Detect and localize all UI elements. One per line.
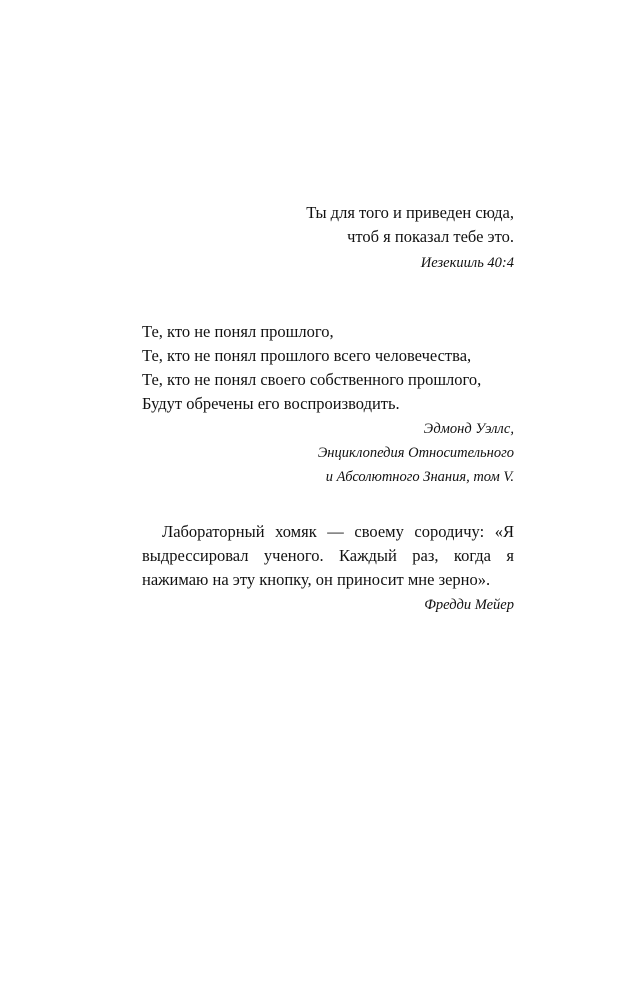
quote-line: Те, кто не понял прошлого,: [142, 322, 334, 341]
epigraph-wells: [142, 320, 514, 488]
quote-line: чтоб я показал тебе это.: [347, 227, 514, 246]
attribution-line: Энциклопедия Относительного: [317, 445, 514, 461]
attribution-line: Эдмонд Уэллс,: [423, 421, 514, 437]
attribution-line: Фредди Мейер: [424, 597, 514, 613]
epigraph-meyer: [142, 520, 514, 616]
quote-paragraph: Лабораторный хомяк — своему сородичу: «Я выдрессировал ученого. Каждый раз, когда я нажимаю на эту кнопку, он приносит мне зерно».: [142, 522, 514, 589]
quote-line: Те, кто не понял прошлого всего человечества,: [142, 346, 472, 365]
attribution-line: и Абсолютного Знания, том V.: [325, 469, 514, 485]
attribution-line: Иезекииль 40:4: [420, 255, 514, 271]
quote-line: Те, кто не понял своего собственного прошлого,: [142, 370, 482, 389]
quote-line: Ты для того и приведен сюда,: [306, 203, 514, 222]
quote-line: Будут обречены его воспроизводить.: [142, 394, 400, 413]
epigraph-ezekiel: [200, 201, 514, 274]
